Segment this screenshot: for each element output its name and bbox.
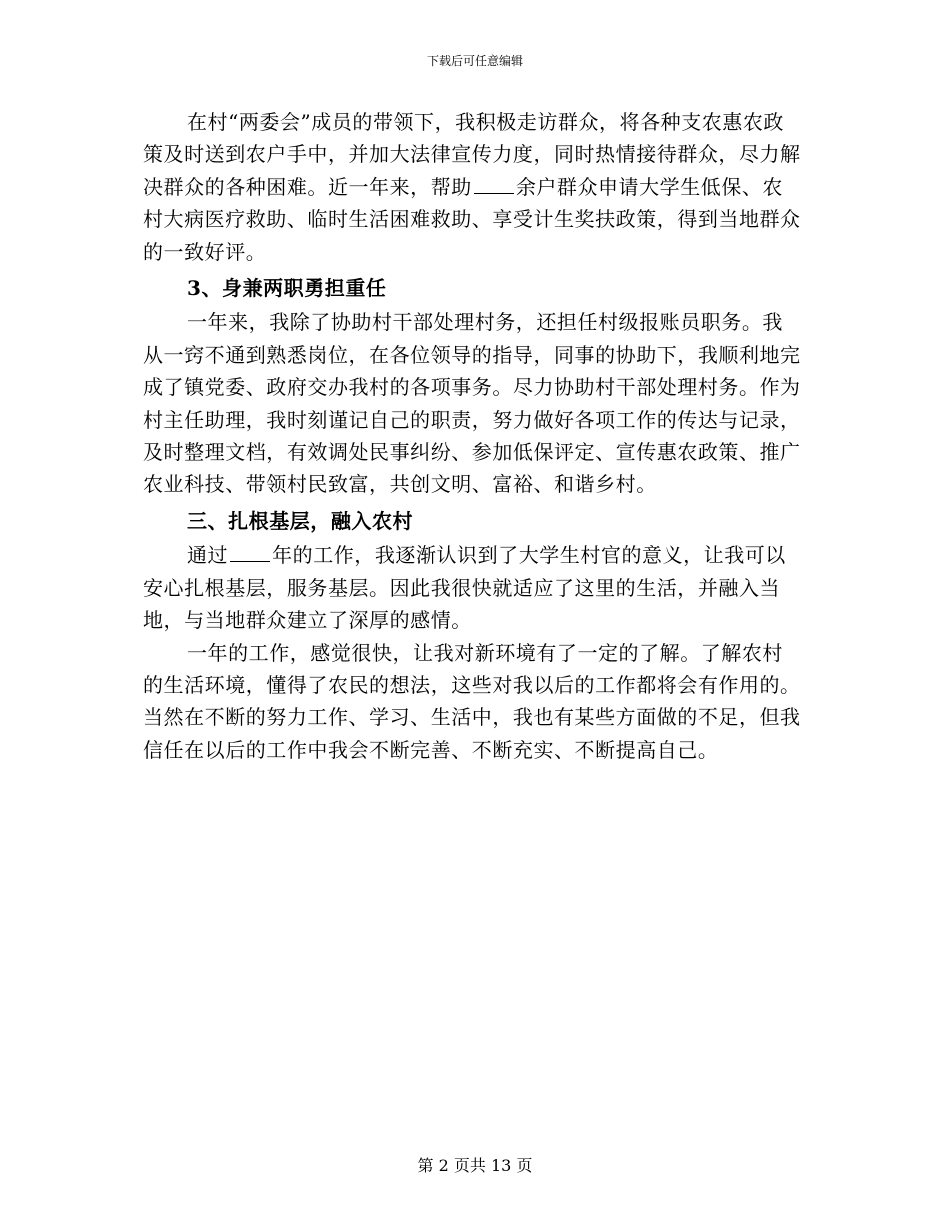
document-body xyxy=(143,106,803,766)
section-heading-grassroots: 三、扎根基层，融入农村 xyxy=(187,508,414,533)
paragraph-grassroots xyxy=(143,539,803,636)
paragraph-dual-roles: 一年来，我除了协助村干部处理村务，还担任村级报账员职务。我从一窍不通到熟悉岗位，在各位领导的指导，同事的协助下，我顺利地完成了镇党委、政府交办我村的各项事务。尽力协助村干部处理村务。作为村主任助理，我时刻谨记自己的职责，努力做好各项工作的传达与记录，及时整理文档，有效调处民事纠纷、参加低保评定、宣传惠农政策、推广农业科技、带领村民致富，共创文明、富裕、和谐乡村。 xyxy=(143,310,801,497)
paragraph-outreach-text-a: 在村“两委会”成员的带领下，我积极走访群众，将各种支农惠农政策及时送到农户手中，并加大法律宣传力度，同时热情接待群众，尽力解决群众的各种困难。近一年来，帮助 xyxy=(143,110,801,199)
paragraph-outreach xyxy=(143,106,803,268)
page-header: 下载后可任意编辑 xyxy=(426,54,523,68)
paragraph-grassroots-text-b: 年的工作，我逐渐认识到了大学生村官的意义，让我可以安心扎根基层，服务基层。因此我很快就适应了这里的生活，并融入当地，与当地群众建立了深厚的感情。 xyxy=(143,543,786,633)
page-number: 第 2 页共 13 页 xyxy=(417,1156,533,1175)
fill-in-blank xyxy=(230,543,270,562)
fill-in-blank xyxy=(474,175,514,194)
paragraph-grassroots-text-a: 通过 xyxy=(187,543,229,568)
subheading-dual-roles: 3、身兼两职勇担重任 xyxy=(187,276,387,301)
paragraph-reflection: 一年的工作，感觉很快，让我对新环境有了一定的了解。了解农村的生活环境，懂得了农民的想法，这些对我以后的工作都将会有作用的。当然在不断的努力工作、学习、生活中，我也有某些方面做的不足，但我信任在以后的工作中我会不断完善、不断充实、不断提高自己。 xyxy=(143,640,801,762)
paragraph-outreach-text-b: 余户群众申请大学生低保、农村大病医疗救助、临时生活困难救助、享受计生奖扶政策，得到当地群众的一致好评。 xyxy=(143,174,801,264)
